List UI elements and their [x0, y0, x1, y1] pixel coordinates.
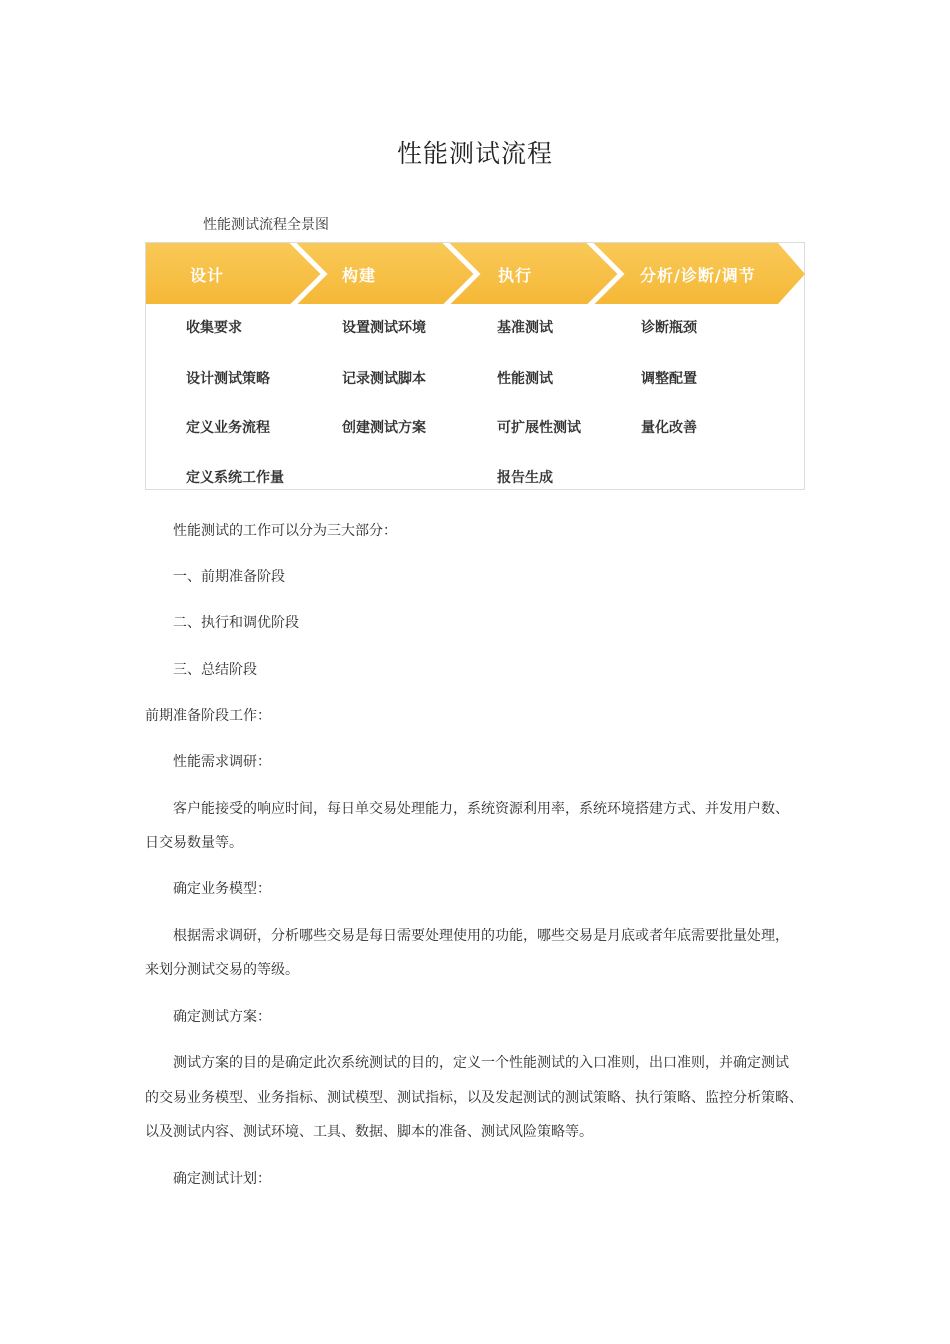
subsection-heading: 性能需求调研：	[173, 754, 271, 770]
process-diagram	[145, 242, 805, 490]
paragraph-line: 根据需求调研，分析哪些交易是每日需要处理使用的功能，哪些交易是月底或者年底需要批量处理，	[173, 928, 789, 944]
paragraph-line: 测试方案的目的是确定此次系统测试的目的，定义一个性能测试的入口准则，出口准则，并确定测试	[173, 1055, 789, 1071]
intro-paragraph: 性能测试的工作可以分为三大部分：	[173, 523, 397, 539]
design-item: 设计测试策略	[186, 371, 270, 387]
stage-analyze-label: 分析/诊断/调节	[640, 266, 756, 285]
design-item: 收集要求	[186, 320, 242, 336]
stage-design-label: 设计	[190, 266, 225, 285]
paragraph-line: 日交易数量等。	[145, 835, 243, 851]
subsection-heading: 确定测试方案：	[173, 1009, 271, 1025]
paragraph-line: 客户能接受的响应时间，每日单交易处理能力，系统资源利用率，系统环境搭建方式、并发用户数、	[173, 801, 789, 817]
execute-item: 性能测试	[497, 371, 553, 387]
phase-list-item: 三、总结阶段	[173, 662, 257, 678]
paragraph-line: 来划分测试交易的等级。	[145, 962, 299, 978]
execute-item: 报告生成	[497, 470, 553, 486]
figure-caption: 性能测试流程全景图	[203, 217, 329, 233]
analyze-item: 调整配置	[641, 371, 697, 387]
build-item: 创建测试方案	[342, 420, 426, 436]
phase-list-item: 二、执行和调优阶段	[173, 615, 299, 631]
stage-build-label: 构建	[342, 266, 377, 285]
stage-execute-label: 执行	[498, 266, 533, 285]
execute-item: 基准测试	[497, 320, 553, 336]
page-title: 性能测试流程	[396, 139, 553, 168]
paragraph-line: 以及测试内容、测试环境、工具、数据、脚本的准备、测试风险策略等。	[145, 1124, 593, 1140]
paragraph-line: 的交易业务模型、业务指标、测试模型、测试指标，以及发起测试的测试策略、执行策略、监控分析策略、	[145, 1090, 803, 1106]
build-item: 记录测试脚本	[342, 371, 426, 387]
execute-item: 可扩展性测试	[497, 420, 581, 436]
section-heading: 前期准备阶段工作：	[145, 708, 271, 724]
analyze-item: 量化改善	[641, 420, 697, 436]
subsection-heading: 确定测试计划：	[173, 1171, 271, 1187]
analyze-item: 诊断瓶颈	[641, 320, 697, 336]
subsection-heading: 确定业务模型：	[173, 881, 271, 897]
phase-list-item: 一、前期准备阶段	[173, 569, 285, 585]
build-item: 设置测试环境	[342, 320, 426, 336]
design-item: 定义业务流程	[186, 420, 270, 436]
design-item: 定义系统工作量	[186, 470, 284, 486]
